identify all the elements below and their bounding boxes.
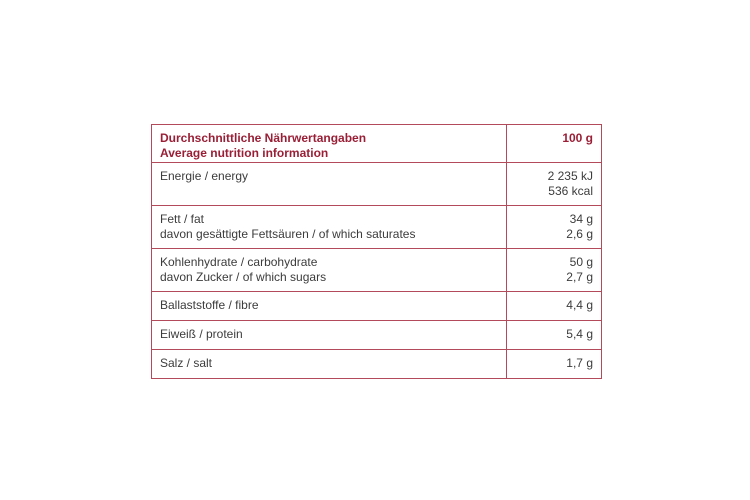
row-label: Eiweiß / protein: [160, 327, 243, 341]
row-subvalue: 2,7 g: [566, 270, 593, 284]
row-value: 4,4 g: [566, 298, 593, 312]
table-row-salt: [152, 350, 602, 379]
row-sublabel: davon Zucker / of which sugars: [160, 270, 327, 284]
row-value-cell: [507, 292, 602, 321]
row-label-cell: [152, 321, 507, 350]
table-row-energy: [152, 163, 602, 206]
row-label-cell: [152, 206, 507, 249]
table-row-protein: [152, 321, 602, 350]
row-value-cell: [507, 321, 602, 350]
row-label-cell: [152, 249, 507, 292]
row-label-cell: [152, 292, 507, 321]
table-row-fat: [152, 206, 602, 249]
row-value: 5,4 g: [566, 327, 593, 341]
row-value-cell: [507, 249, 602, 292]
row-label: Energie / energy: [160, 169, 249, 183]
row-subvalue: 2,6 g: [566, 227, 593, 241]
row-value-kcal: 536 kcal: [548, 184, 593, 198]
table-header-row: [152, 125, 602, 163]
row-label-cell: [152, 350, 507, 379]
row-label: Salz / salt: [160, 356, 213, 370]
row-value-kj: 2 235 kJ: [547, 169, 593, 183]
row-value: 1,7 g: [566, 356, 593, 370]
row-value-cell: [507, 206, 602, 249]
row-label: Ballaststoffe / fibre: [160, 298, 259, 312]
row-label-cell: [152, 163, 507, 206]
row-value: 50 g: [569, 255, 593, 269]
header-label-english: Average nutrition information: [160, 146, 329, 160]
table-row-fibre: [152, 292, 602, 321]
row-value: 34 g: [569, 212, 593, 226]
row-label: Kohlenhydrate / carbohydrate: [160, 255, 318, 269]
header-value: 100 g: [562, 131, 593, 145]
nutrition-table: [151, 124, 602, 379]
header-value-cell: [507, 125, 602, 163]
row-sublabel: davon gesättigte Fettsäuren / of which saturates: [160, 227, 416, 241]
header-label-cell: [152, 125, 507, 163]
row-label: Fett / fat: [160, 212, 205, 226]
header-label-german: Durchschnittliche Nährwertangaben: [160, 131, 367, 145]
row-value-cell: [507, 163, 602, 206]
table-row-carbohydrate: [152, 249, 602, 292]
row-value-cell: [507, 350, 602, 379]
